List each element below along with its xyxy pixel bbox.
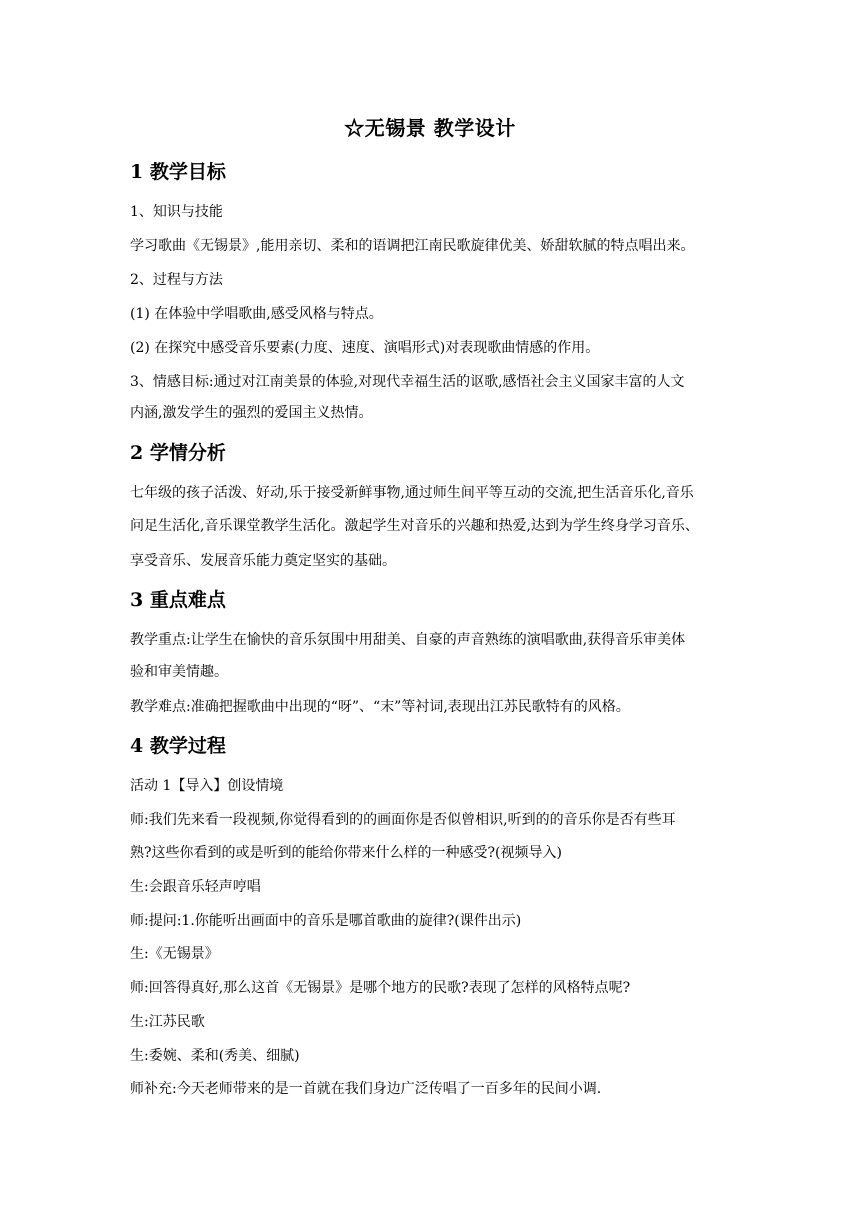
paragraph-line: 内涵,激发学生的强烈的爱国主义热情。 — [130, 405, 373, 421]
paragraph-line: 1、知识与技能 — [130, 204, 223, 220]
paragraph-line: 享受音乐、发展音乐能力奠定坚实的基础。 — [130, 553, 396, 569]
paragraph-line: 2、过程与方法 — [130, 272, 223, 288]
document-title: ☆无锡景 教学设计 — [344, 116, 516, 140]
section-heading-key-points: 3 重点难点 — [130, 589, 226, 611]
paragraph-line: 师补充:今天老师带来的是一首就在我们身边广泛传唱了一百多年的民间小调. — [130, 1081, 602, 1097]
paragraph-line: 验和审美情趣。 — [130, 664, 228, 680]
paragraph-line: 生:委婉、柔和(秀美、细腻) — [130, 1048, 300, 1064]
paragraph-line: 熟?这些你看到的或是听到的能给你带来什么样的一种感受?(视频导入) — [130, 845, 562, 861]
paragraph-line: 教学难点:准确把握歌曲中出现的“呀”、“末”等衬词,表现出江苏民歌特有的风格。 — [130, 699, 630, 715]
paragraph-line: 生:《无锡景》 — [130, 946, 219, 962]
paragraph-line: 教学重点:让学生在愉快的音乐氛围中用甜美、自豪的声音熟练的演唱歌曲,获得音乐审美体 — [130, 632, 686, 648]
paragraph-line: 活动 1【导入】创设情境 — [130, 778, 284, 794]
section-heading-analysis: 2 学情分析 — [130, 442, 226, 464]
paragraph-line: (2) 在探究中感受音乐要素(力度、速度、演唱形式)对表现歌曲情感的作用。 — [130, 340, 600, 356]
paragraph-line: 师:我们先来看一段视频,你觉得看到的的画面你是否似曾相识,听到的的音乐你是否有些耳 — [130, 812, 676, 828]
section-heading-process: 4 教学过程 — [130, 735, 226, 757]
paragraph-line: 3、情感目标:通过对江南美景的体验,对现代幸福生活的讴歌,感悟社会主义国家丰富的人文 — [130, 374, 685, 390]
paragraph-line: 生:江苏民歌 — [130, 1014, 205, 1030]
paragraph-line: 生:会跟音乐轻声哼唱 — [130, 879, 261, 895]
section-heading-objectives: 1 教学目标 — [130, 161, 226, 183]
paragraph-line: 问足生活化,音乐课堂教学生活化。激起学生对音乐的兴趣和热爱,达到为学生终身学习音乐、 — [130, 518, 699, 534]
paragraph-line: 学习歌曲《无锡景》,能用亲切、柔和的语调把江南民歌旋律优美、娇甜软腻的特点唱出来。 — [130, 238, 695, 254]
paragraph-line: 师:提问:1.你能听出画面中的音乐是哪首歌曲的旋律?(课件出示) — [130, 913, 522, 929]
paragraph-line: (1) 在体验中学唱歌曲,感受风格与特点。 — [130, 306, 383, 322]
paragraph-line: 七年级的孩子活泼、好动,乐于接受新鲜事物,通过师生间平等互动的交流,把生活音乐化,音乐 — [130, 485, 694, 501]
paragraph-line: 师:回答得真好,那么这首《无锡景》是哪个地方的民歌?表现了怎样的风格特点呢? — [130, 980, 631, 996]
